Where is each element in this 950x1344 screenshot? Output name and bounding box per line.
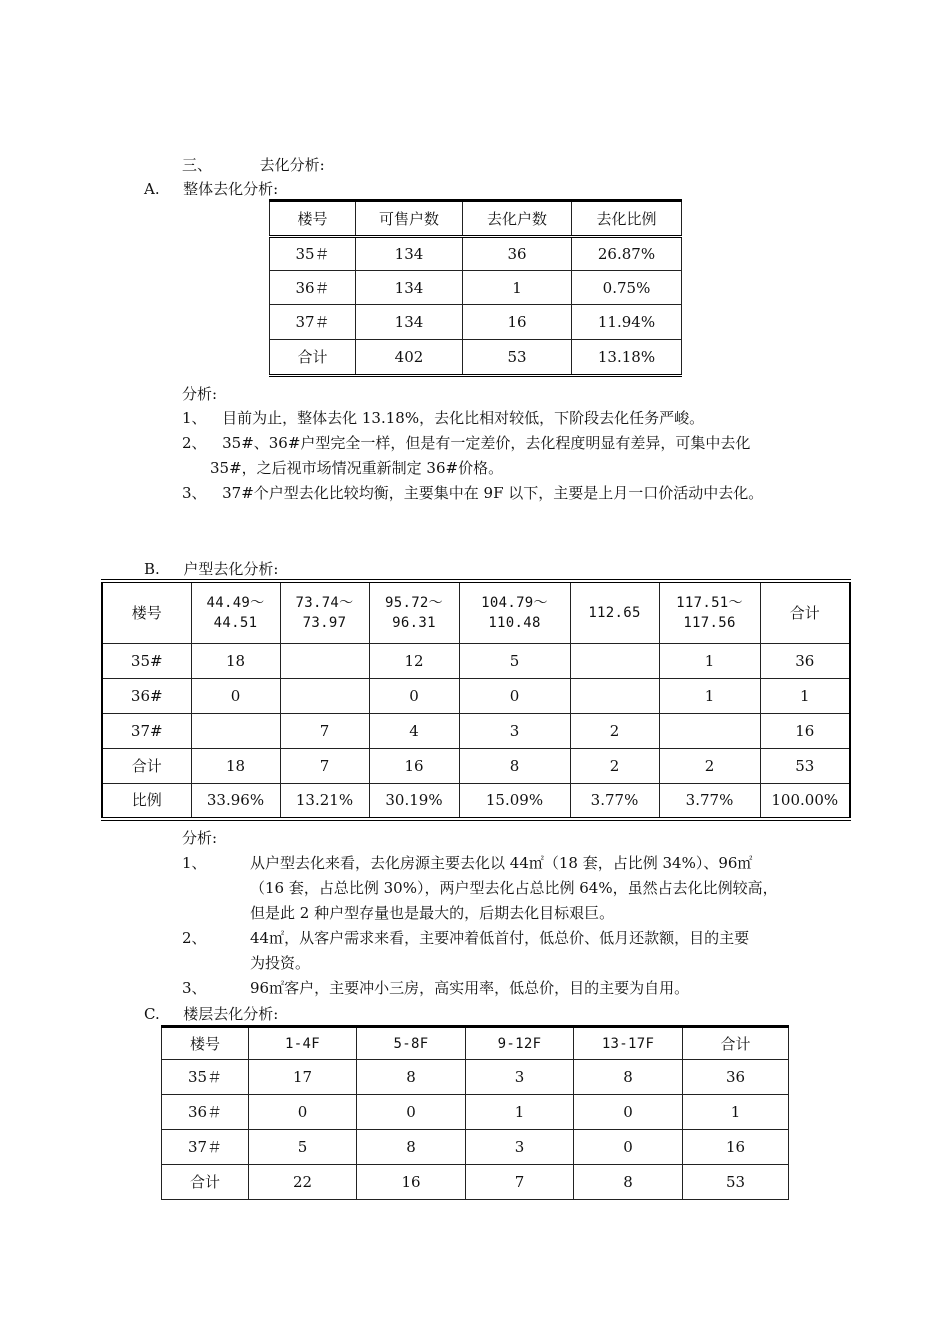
table-cell: 100.00% [760,783,850,819]
table-cell: 11.94% [572,305,682,340]
table-header-cell: 112.65 [570,581,659,643]
table-header-cell: 13-17F [574,1027,683,1060]
table-cell: 3.77% [659,783,760,819]
table-header-cell: 95.72～ 96.31 [369,581,459,643]
table-row [162,1060,789,1095]
table-cell: 37＃ [162,1130,249,1165]
table-cell: 15.09% [459,783,570,819]
table-cell: 合计 [162,1165,249,1200]
table-cell: 合计 [102,748,191,783]
table-header-row [162,1027,789,1060]
section-b-title: 户型去化分析: [183,560,279,578]
table-cell: 18 [191,643,280,678]
table-cell: 36＃ [270,271,356,305]
analysis-point [182,431,750,456]
table-cell: 134 [356,305,463,340]
table-cell: 3.77% [570,783,659,819]
table-cell: 37# [102,713,191,748]
table-cell: 3 [459,713,570,748]
table-cell: 13.21% [280,783,369,819]
table-cell: 13.18% [572,340,682,376]
table-cell: 8 [357,1060,466,1095]
section-number: 三、 [182,156,213,174]
table-header-cell: 去化户数 [463,201,572,237]
point-number: 2、 [182,929,207,947]
table-header-cell: 楼号 [162,1027,249,1060]
table-cell: 8 [574,1165,683,1200]
point-number: 1、 [182,854,207,872]
table-cell: 7 [280,748,369,783]
point-number: 1、 [182,409,207,427]
table-cell [570,643,659,678]
table-cell: 0 [249,1095,357,1130]
table-cell: 12 [369,643,459,678]
table-cell: 37＃ [270,305,356,340]
table-header-row [270,201,682,237]
table-cell: 1 [760,678,850,713]
table-row [162,1095,789,1130]
table-cell: 1 [659,678,760,713]
table-cell: 8 [357,1130,466,1165]
point-text-continued: 35#，之后视市场情况重新制定 36#价格。 [210,459,504,477]
table-cell: 3 [466,1060,574,1095]
table-cell: 1 [683,1095,789,1130]
table-cell: 22 [249,1165,357,1200]
table-cell: 5 [459,643,570,678]
table-cell: 17 [249,1060,357,1095]
table-row [102,643,850,678]
floor-sales-table [161,1025,789,1200]
table-cell: 8 [459,748,570,783]
point-text: 96㎡客户，主要冲小三房，高实用率，低总价，目的主要为自用。 [250,979,690,997]
table-header-cell: 去化比例 [572,201,682,237]
point-text-continued: （16 套，占总比例 30%），两户型去化占总比例 64%，虽然占去化比例较高， [250,879,778,897]
table-row [102,678,850,713]
analysis-point [182,406,704,431]
section-c-label: C. [144,1005,160,1023]
section-c-title: 楼层去化分析: [183,1005,279,1023]
table-cell: 16 [369,748,459,783]
table-cell: 0 [574,1095,683,1130]
table-header-cell: 合计 [760,581,850,643]
table-cell: 合计 [270,340,356,376]
table-row [162,1130,789,1165]
table-cell: 3 [466,1130,574,1165]
table-cell: 7 [280,713,369,748]
table-cell: 36 [463,237,572,271]
table-row [102,748,850,783]
table-cell: 53 [463,340,572,376]
table-cell: 比例 [102,783,191,819]
table-cell: 36＃ [162,1095,249,1130]
section-c-heading [144,1003,278,1024]
table-cell: 0 [459,678,570,713]
table-cell: 35# [102,643,191,678]
table-cell: 35＃ [162,1060,249,1095]
table-cell: 33.96% [191,783,280,819]
table-cell [659,713,760,748]
table-header-cell: 1-4F [249,1027,357,1060]
section-title: 去化分析: [259,156,325,174]
table-cell: 53 [683,1165,789,1200]
table-header-cell: 5-8F [357,1027,466,1060]
table-header-cell: 楼号 [102,581,191,643]
point-number: 3、 [182,484,207,502]
table-cell: 16 [760,713,850,748]
table-header-cell: 73.74～ 73.97 [280,581,369,643]
table-header-cell: 可售户数 [356,201,463,237]
point-text: 35#、36#户型完全一样，但是有一定差价，去化程度明显有差异，可集中去化 [222,434,751,452]
table-cell: 1 [466,1095,574,1130]
table-cell: 134 [356,237,463,271]
point-text: 37#个户型去化比较均衡，主要集中在 9F 以下，主要是上月一口价活动中去化。 [222,484,764,502]
section-b-label: B. [144,560,160,578]
analysis-label: 分析: [182,385,218,403]
table-cell: 35＃ [270,237,356,271]
table-cell: 18 [191,748,280,783]
table-cell: 36 [760,643,850,678]
table-cell [280,643,369,678]
table-cell: 1 [659,643,760,678]
unit-type-sales-table [101,579,851,821]
table-cell: 2 [570,748,659,783]
point-text: 目前为止，整体去化 13.18%，去化比相对较低，下阶段去化任务严峻。 [222,409,705,427]
table-cell [191,713,280,748]
table-cell: 0 [574,1130,683,1165]
table-header-cell: 楼号 [270,201,356,237]
table-cell: 16 [357,1165,466,1200]
table-cell: 2 [570,713,659,748]
table-cell: 36 [683,1060,789,1095]
table-cell: 0 [357,1095,466,1130]
point-text-continued: 但是此 2 种户型存量也是最大的，后期去化目标艰巨。 [250,904,615,922]
table-cell [570,678,659,713]
point-text: 从户型去化来看，去化房源主要去化以 44㎡（18 套，占比例 34%）、96㎡ [250,854,753,872]
table-cell: 0 [369,678,459,713]
table-header-cell: 44.49～ 44.51 [191,581,280,643]
analysis-label: 分析: [182,829,218,847]
table-cell: 30.19% [369,783,459,819]
table-header-row [102,581,850,643]
table-header-cell: 9-12F [466,1027,574,1060]
table-cell: 53 [760,748,850,783]
overall-sales-table [269,199,682,377]
table-cell: 8 [574,1060,683,1095]
table-cell: 7 [466,1165,574,1200]
table-header-cell: 117.51～ 117.56 [659,581,760,643]
table-row [270,340,682,376]
table-cell: 402 [356,340,463,376]
point-text-continued: 为投资。 [250,954,311,972]
table-row [102,713,850,748]
point-number: 2、 [182,434,207,452]
table-cell: 5 [249,1130,357,1165]
table-cell: 4 [369,713,459,748]
table-cell: 16 [463,305,572,340]
table-cell: 0.75% [572,271,682,305]
table-cell: 16 [683,1130,789,1165]
table-cell: 134 [356,271,463,305]
table-cell: 0 [191,678,280,713]
section-b-heading [144,558,278,579]
table-header-cell: 104.79～ 110.48 [459,581,570,643]
section-a-title: 整体去化分析: [183,180,279,198]
table-row [162,1165,789,1200]
table-row [270,271,682,305]
table-row [270,237,682,271]
section-heading [182,154,325,175]
table-cell [280,678,369,713]
table-row [270,305,682,340]
table-row [102,783,850,819]
point-number: 3、 [182,979,207,997]
table-cell: 2 [659,748,760,783]
table-cell: 36# [102,678,191,713]
analysis-point [182,481,763,506]
table-header-cell: 合计 [683,1027,789,1060]
table-cell: 1 [463,271,572,305]
section-a-label: A. [144,180,160,198]
table-cell: 26.87% [572,237,682,271]
section-a-heading [144,178,278,199]
point-text: 44㎡，从客户需求来看，主要冲着低首付，低总价、低月还款额，目的主要 [250,929,750,947]
